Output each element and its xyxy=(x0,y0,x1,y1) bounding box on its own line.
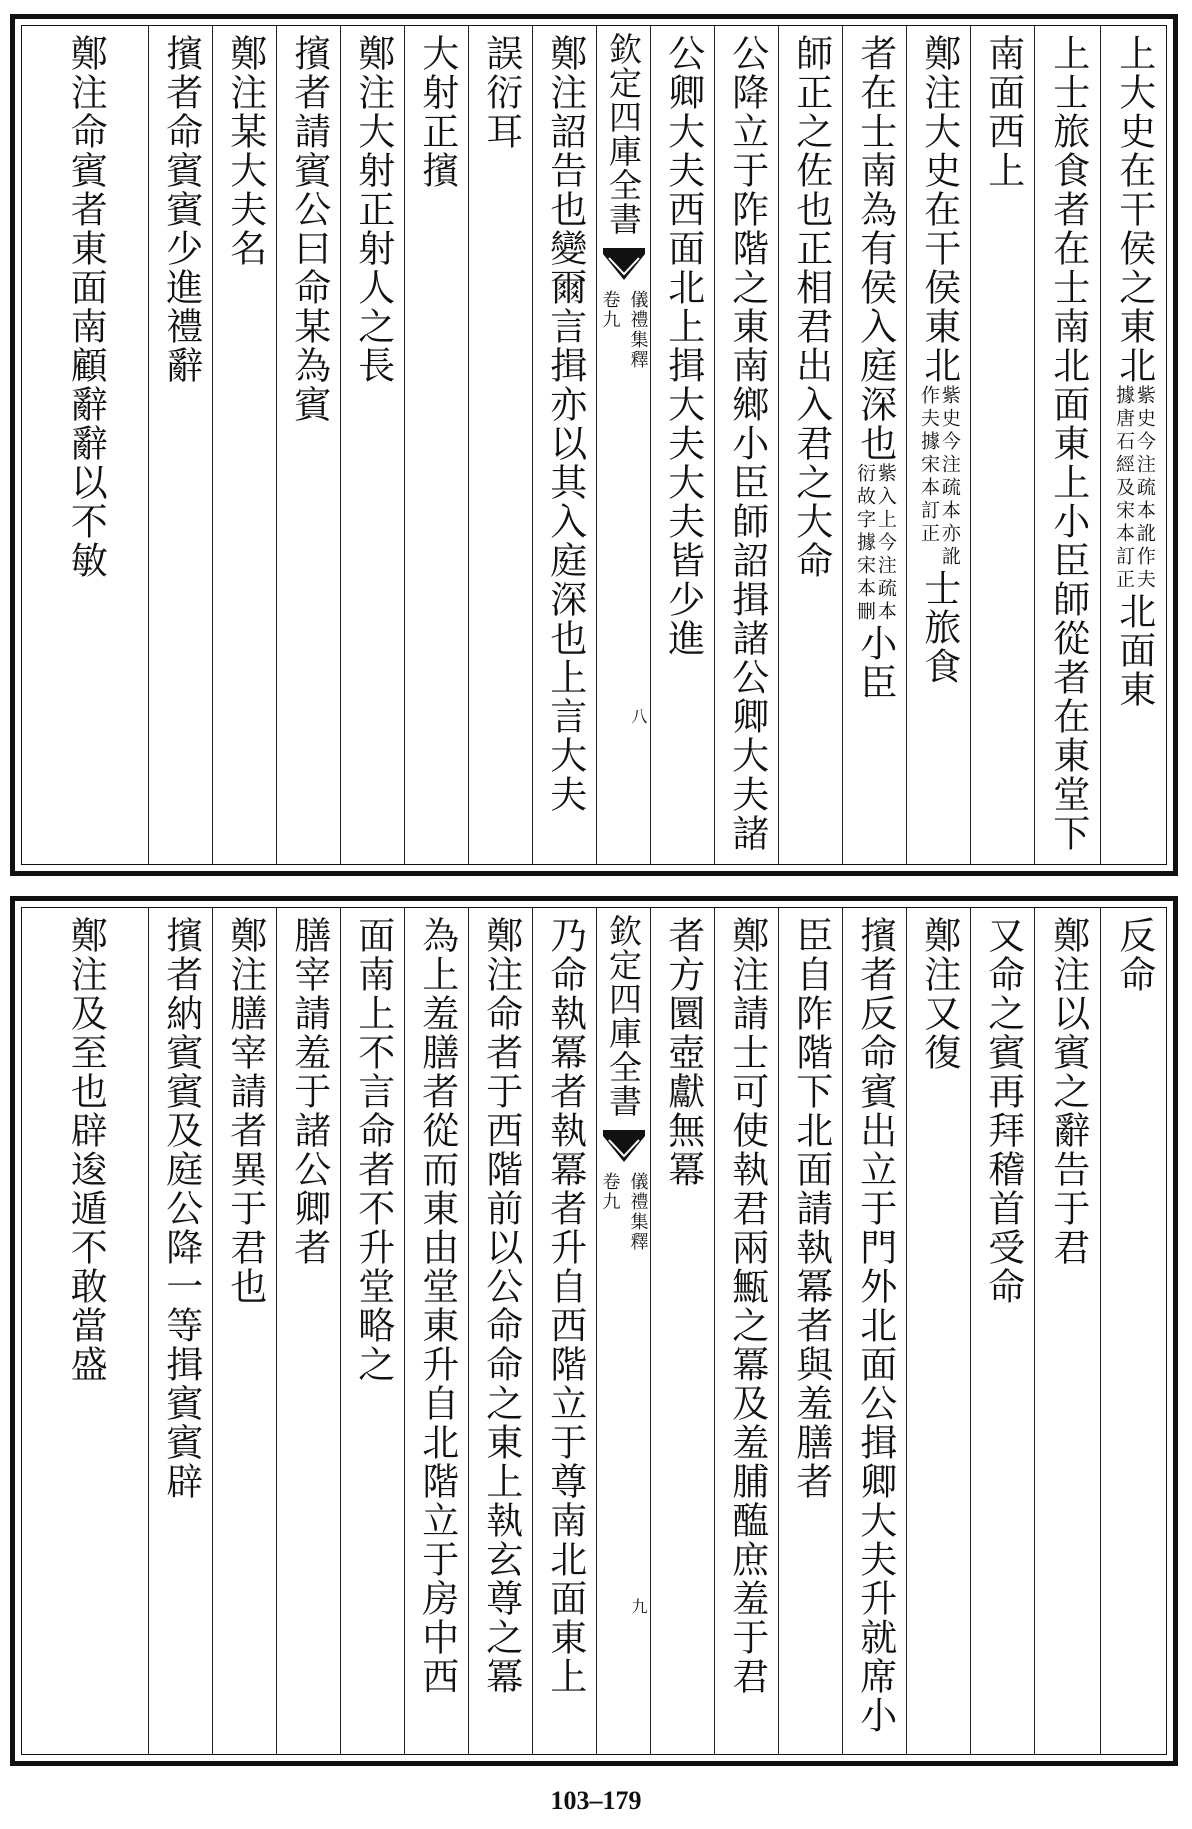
column-text: 為上羞膳者從而東由堂東升自北階立于房中西 xyxy=(415,916,459,1696)
text-column xyxy=(1034,26,1100,864)
text-column xyxy=(1100,26,1166,864)
volume-label: 卷九 xyxy=(599,1172,621,1212)
text-column xyxy=(1034,908,1100,1754)
text-column xyxy=(778,26,842,864)
fishtail-mark-icon xyxy=(601,244,647,282)
book-label xyxy=(597,1172,651,1252)
fishtail-mark-icon xyxy=(601,1126,647,1164)
text-column xyxy=(22,908,148,1754)
annotation-line: 紫史今注疏本訛作夫 xyxy=(1133,385,1156,592)
annotation-line: 紫入上今注疏本 xyxy=(874,463,897,624)
column-text: 者在士南為有侯入庭深也 xyxy=(853,34,897,463)
bottom-page xyxy=(10,896,1178,1766)
text-column xyxy=(906,26,970,864)
annotation xyxy=(854,463,895,624)
text-column xyxy=(276,908,340,1754)
column-text: 鄭注及至也辟逡遁不敢當盛 xyxy=(64,916,108,1384)
column-text: 又命之賓再拜稽首受命 xyxy=(981,916,1025,1306)
column-text: 鄭注請士可使執君兩甒之冪及羞脯醢庶羞于君 xyxy=(725,916,769,1696)
text-column xyxy=(212,26,276,864)
column-text: 鄭注膳宰請者異于君也 xyxy=(223,916,267,1306)
page-number: 八 xyxy=(629,708,648,724)
text-column xyxy=(212,908,276,1754)
text-column xyxy=(714,908,778,1754)
text-column xyxy=(148,26,212,864)
volume-label: 卷九 xyxy=(599,290,621,330)
annotation xyxy=(1113,385,1154,592)
column-text: 士旅食 xyxy=(917,569,961,686)
column-text: 大射正擯 xyxy=(415,34,459,190)
book-title: 儀禮集釋 xyxy=(627,290,649,370)
column-text: 公卿大夫西面北上揖大夫大夫皆少進 xyxy=(661,34,705,658)
text-column xyxy=(340,26,404,864)
collection-title: 欽定四庫全書 xyxy=(604,914,643,1118)
text-column xyxy=(714,26,778,864)
center-fold xyxy=(596,908,650,1754)
text-column xyxy=(532,908,596,1754)
column-text: 上大史在干侯之東北 xyxy=(1112,34,1156,385)
column-text: 鄭注以賓之辭告于君 xyxy=(1046,916,1090,1267)
text-column xyxy=(1100,908,1166,1754)
column-text: 膳宰請羞于諸公卿者 xyxy=(287,916,331,1267)
column-text: 鄭注詔告也變爾言揖亦以其入庭深也上言大夫 xyxy=(543,34,587,814)
annotation-line: 據唐石經及宋本訂正 xyxy=(1112,385,1135,592)
text-column xyxy=(468,26,532,864)
column-text: 臣自阼階下北面請執冪者與羞膳者 xyxy=(789,916,833,1501)
column-text: 鄭注大射正射人之長 xyxy=(351,34,395,385)
collection-title: 欽定四庫全書 xyxy=(604,32,643,236)
column-text: 鄭注某大夫名 xyxy=(223,34,267,268)
text-column xyxy=(532,26,596,864)
column-text: 上士旅食者在士南北面東上小臣師從者在東堂下 xyxy=(1046,34,1090,853)
top-page xyxy=(10,14,1178,876)
column-text: 鄭注命者于西階前以公命命之東上執玄尊之冪 xyxy=(479,916,523,1696)
column-text: 面南上不言命者不升堂略之 xyxy=(351,916,395,1384)
text-column xyxy=(650,26,714,864)
column-text: 擯者納賓賓及庭公降一等揖賓賓辟 xyxy=(159,916,203,1501)
page-number: 九 xyxy=(629,1598,648,1614)
annotation-line: 紫史今注疏本亦訛 xyxy=(938,385,961,569)
column-text: 公降立于阼階之東南鄉小臣師詔揖諸公卿大夫諸 xyxy=(725,34,769,853)
text-column xyxy=(340,908,404,1754)
column-text: 北面東 xyxy=(1112,592,1156,709)
column-text: 南面西上 xyxy=(981,34,1025,190)
annotation-line: 衍故字據宋本刪 xyxy=(853,463,876,624)
column-text: 反命 xyxy=(1112,916,1156,994)
column-text: 擯者反命賓出立于門外北面公揖卿大夫升就席小 xyxy=(853,916,897,1735)
column-text: 師正之佐也正相君出入君之大命 xyxy=(789,34,833,580)
text-column xyxy=(650,908,714,1754)
page-footer-label: 103–179 xyxy=(550,1786,642,1815)
column-text: 鄭注大史在干侯東北 xyxy=(917,34,961,385)
text-column xyxy=(468,908,532,1754)
text-column xyxy=(906,908,970,1754)
text-column xyxy=(842,908,906,1754)
column-text: 鄭注又復 xyxy=(917,916,961,1072)
text-column xyxy=(778,908,842,1754)
top-page-frame xyxy=(21,25,1167,865)
column-text: 誤衍耳 xyxy=(479,34,523,151)
column-text: 者方圜壺獻無冪 xyxy=(661,916,705,1189)
column-text: 乃命執冪者執冪者升自西階立于尊南北面東上 xyxy=(543,916,587,1696)
center-fold xyxy=(596,26,650,864)
column-text: 擯者命賓賓少進禮辭 xyxy=(159,34,203,385)
text-column xyxy=(22,26,148,864)
column-text: 擯者請賓公曰命某為賓 xyxy=(287,34,331,424)
annotation-line: 作夫據宋本訂正 xyxy=(917,385,940,546)
book-title: 儀禮集釋 xyxy=(627,1172,649,1252)
text-column xyxy=(970,26,1034,864)
text-column xyxy=(404,908,468,1754)
text-column xyxy=(970,908,1034,1754)
column-text: 鄭注命賓者東面南顧辭辭以不敏 xyxy=(64,34,108,580)
annotation xyxy=(918,385,959,569)
text-column xyxy=(276,26,340,864)
text-column xyxy=(842,26,906,864)
text-column xyxy=(404,26,468,864)
text-column xyxy=(148,908,212,1754)
book-label xyxy=(597,290,651,370)
column-text: 小臣 xyxy=(853,624,897,702)
bottom-page-frame xyxy=(21,907,1167,1755)
